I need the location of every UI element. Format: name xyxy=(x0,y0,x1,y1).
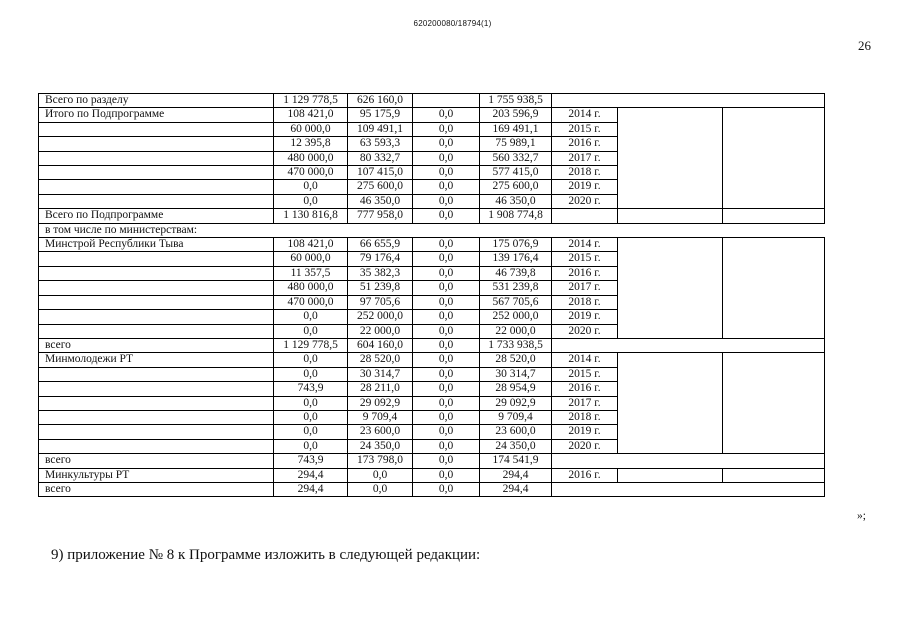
table-row xyxy=(39,454,825,468)
value-cell: 22 000,0 xyxy=(480,324,552,338)
value-cell: 46 350,0 xyxy=(348,194,413,208)
year-cell xyxy=(552,94,618,108)
value-cell: 0,0 xyxy=(413,353,480,367)
value-cell: 0,0 xyxy=(413,252,480,266)
value-cell: 0,0 xyxy=(274,367,348,381)
table-row xyxy=(39,281,825,295)
value-cell: 0,0 xyxy=(413,137,480,151)
value-cell: 11 357,5 xyxy=(274,266,348,280)
empty-cell xyxy=(723,410,825,424)
empty-cell xyxy=(618,324,723,338)
empty-cell xyxy=(618,410,723,424)
year-cell: 2019 г. xyxy=(552,425,618,439)
value-cell: 22 000,0 xyxy=(348,324,413,338)
year-cell xyxy=(552,482,618,496)
empty-cell xyxy=(723,281,825,295)
value-cell: 24 350,0 xyxy=(480,439,552,453)
empty-cell xyxy=(723,353,825,367)
table-row xyxy=(39,367,825,381)
empty-cell xyxy=(618,209,723,223)
empty-cell xyxy=(618,94,723,108)
empty-cell xyxy=(723,396,825,410)
table-row xyxy=(39,410,825,424)
value-cell: 28 954,9 xyxy=(480,382,552,396)
empty-cell xyxy=(618,151,723,165)
empty-cell xyxy=(618,382,723,396)
empty-cell xyxy=(618,310,723,324)
value-cell: 107 415,0 xyxy=(348,166,413,180)
value-cell: 294,4 xyxy=(274,468,348,482)
value-cell: 46 350,0 xyxy=(480,194,552,208)
empty-cell xyxy=(618,468,723,482)
empty-cell xyxy=(618,238,723,252)
value-cell: 30 314,7 xyxy=(348,367,413,381)
value-cell: 531 239,8 xyxy=(480,281,552,295)
value-cell: 35 382,3 xyxy=(348,266,413,280)
value-cell: 0,0 xyxy=(413,454,480,468)
year-cell: 2016 г. xyxy=(552,137,618,151)
value-cell: 51 239,8 xyxy=(348,281,413,295)
value-cell: 0,0 xyxy=(413,410,480,424)
empty-cell xyxy=(723,382,825,396)
table-row xyxy=(39,396,825,410)
empty-cell xyxy=(618,482,723,496)
value-cell: 0,0 xyxy=(413,108,480,122)
value-cell: 173 798,0 xyxy=(348,454,413,468)
year-cell: 2015 г. xyxy=(552,367,618,381)
year-cell: 2017 г. xyxy=(552,151,618,165)
value-cell: 60 000,0 xyxy=(274,122,348,136)
empty-cell xyxy=(618,266,723,280)
row-label: Минмолодежи РТ xyxy=(39,353,274,367)
value-cell: 12 395,8 xyxy=(274,137,348,151)
table-row xyxy=(39,439,825,453)
empty-cell xyxy=(618,338,723,352)
empty-cell xyxy=(618,353,723,367)
value-cell: 0,0 xyxy=(413,367,480,381)
empty-cell xyxy=(723,238,825,252)
year-cell: 2015 г. xyxy=(552,122,618,136)
table-row xyxy=(39,310,825,324)
value-cell: 1 755 938,5 xyxy=(480,94,552,108)
table-row xyxy=(39,324,825,338)
year-cell: 2018 г. xyxy=(552,166,618,180)
empty-cell xyxy=(618,454,723,468)
value-cell: 23 600,0 xyxy=(348,425,413,439)
row-label xyxy=(39,266,274,280)
row-label xyxy=(39,425,274,439)
value-cell: 0,0 xyxy=(413,194,480,208)
row-label: Минстрой Республики Тыва xyxy=(39,238,274,252)
row-label xyxy=(39,367,274,381)
value-cell: 23 600,0 xyxy=(480,425,552,439)
value-cell: 95 175,9 xyxy=(348,108,413,122)
empty-cell xyxy=(618,166,723,180)
value-cell: 0,0 xyxy=(413,295,480,309)
value-cell: 30 314,7 xyxy=(480,367,552,381)
value-cell: 29 092,9 xyxy=(480,396,552,410)
value-cell: 1 129 778,5 xyxy=(274,338,348,352)
value-cell: 294,4 xyxy=(480,468,552,482)
value-cell: 0,0 xyxy=(413,310,480,324)
value-cell: 275 600,0 xyxy=(480,180,552,194)
table-row xyxy=(39,353,825,367)
value-cell: 480 000,0 xyxy=(274,151,348,165)
row-label xyxy=(39,382,274,396)
value-cell: 139 176,4 xyxy=(480,252,552,266)
value-cell xyxy=(413,94,480,108)
empty-cell xyxy=(723,180,825,194)
value-cell: 0,0 xyxy=(413,166,480,180)
empty-cell xyxy=(618,396,723,410)
value-cell: 470 000,0 xyxy=(274,295,348,309)
value-cell: 0,0 xyxy=(274,396,348,410)
document-id: 620200080/18794(1) xyxy=(413,19,492,28)
value-cell: 0,0 xyxy=(413,266,480,280)
value-cell: 470 000,0 xyxy=(274,166,348,180)
value-cell: 0,0 xyxy=(348,482,413,496)
empty-cell xyxy=(723,108,825,122)
row-label: всего xyxy=(39,454,274,468)
value-cell: 80 332,7 xyxy=(348,151,413,165)
row-label xyxy=(39,396,274,410)
row-label: всего xyxy=(39,338,274,352)
table-row xyxy=(39,223,825,237)
table-row xyxy=(39,137,825,151)
row-label xyxy=(39,281,274,295)
empty-cell xyxy=(618,194,723,208)
closing-quote: »; xyxy=(857,510,866,522)
value-cell: 567 705,6 xyxy=(480,295,552,309)
table-row xyxy=(39,122,825,136)
value-cell: 0,0 xyxy=(274,324,348,338)
value-cell: 252 000,0 xyxy=(348,310,413,324)
row-label xyxy=(39,310,274,324)
value-cell: 0,0 xyxy=(274,353,348,367)
page-number: 26 xyxy=(858,38,871,53)
row-label: Всего по Подпрограмме xyxy=(39,209,274,223)
empty-cell xyxy=(618,425,723,439)
value-cell: 626 160,0 xyxy=(348,94,413,108)
year-cell: 2020 г. xyxy=(552,324,618,338)
value-cell: 0,0 xyxy=(413,482,480,496)
value-cell: 24 350,0 xyxy=(348,439,413,453)
year-cell: 2019 г. xyxy=(552,310,618,324)
value-cell: 743,9 xyxy=(274,382,348,396)
value-cell: 28 520,0 xyxy=(348,353,413,367)
row-label: Минкультуры РТ xyxy=(39,468,274,482)
value-cell: 174 541,9 xyxy=(480,454,552,468)
row-label: Всего по разделу xyxy=(39,94,274,108)
value-cell: 252 000,0 xyxy=(480,310,552,324)
year-cell: 2016 г. xyxy=(552,266,618,280)
table-row xyxy=(39,382,825,396)
value-cell: 0,0 xyxy=(274,194,348,208)
value-cell: 0,0 xyxy=(348,468,413,482)
empty-cell xyxy=(723,454,825,468)
table-row xyxy=(39,338,825,352)
row-label: всего xyxy=(39,482,274,496)
empty-cell xyxy=(723,324,825,338)
value-cell: 0,0 xyxy=(413,209,480,223)
value-cell: 1 129 778,5 xyxy=(274,94,348,108)
empty-cell xyxy=(723,94,825,108)
row-label xyxy=(39,252,274,266)
value-cell: 0,0 xyxy=(413,382,480,396)
table-row xyxy=(39,194,825,208)
table-row xyxy=(39,209,825,223)
value-cell: 0,0 xyxy=(413,338,480,352)
table-row xyxy=(39,482,825,496)
row-label: Итого по Подпрограмме xyxy=(39,108,274,122)
value-cell: 29 092,9 xyxy=(348,396,413,410)
value-cell: 743,9 xyxy=(274,454,348,468)
value-cell: 28 520,0 xyxy=(480,353,552,367)
year-cell: 2014 г. xyxy=(552,238,618,252)
value-cell: 294,4 xyxy=(274,482,348,496)
empty-cell xyxy=(723,310,825,324)
value-cell: 75 989,1 xyxy=(480,137,552,151)
year-cell: 2020 г. xyxy=(552,194,618,208)
instruction-text: 9) приложение № 8 к Программе изложить в следующей редакции: xyxy=(51,547,481,563)
value-cell: 0,0 xyxy=(413,151,480,165)
value-cell: 294,4 xyxy=(480,482,552,496)
empty-cell xyxy=(723,439,825,453)
year-cell xyxy=(552,338,618,352)
empty-cell xyxy=(723,468,825,482)
empty-cell xyxy=(618,295,723,309)
empty-cell xyxy=(723,137,825,151)
value-cell: 169 491,1 xyxy=(480,122,552,136)
row-label xyxy=(39,439,274,453)
value-cell: 46 739,8 xyxy=(480,266,552,280)
budget-table xyxy=(38,93,825,497)
empty-cell xyxy=(618,281,723,295)
value-cell: 0,0 xyxy=(413,468,480,482)
year-cell xyxy=(552,209,618,223)
value-cell: 560 332,7 xyxy=(480,151,552,165)
row-label xyxy=(39,166,274,180)
table-row xyxy=(39,108,825,122)
row-label xyxy=(39,180,274,194)
value-cell: 0,0 xyxy=(274,310,348,324)
empty-cell xyxy=(723,482,825,496)
table-row xyxy=(39,94,825,108)
table-row xyxy=(39,295,825,309)
empty-cell xyxy=(723,338,825,352)
empty-cell xyxy=(618,439,723,453)
value-cell: 97 705,6 xyxy=(348,295,413,309)
value-cell: 1 908 774,8 xyxy=(480,209,552,223)
empty-cell xyxy=(723,367,825,381)
value-cell: 9 709,4 xyxy=(348,410,413,424)
empty-cell xyxy=(723,266,825,280)
table-row xyxy=(39,166,825,180)
empty-cell xyxy=(618,108,723,122)
table-row xyxy=(39,252,825,266)
row-label xyxy=(39,151,274,165)
row-label xyxy=(39,324,274,338)
value-cell: 0,0 xyxy=(413,439,480,453)
value-cell: 60 000,0 xyxy=(274,252,348,266)
value-cell: 109 491,1 xyxy=(348,122,413,136)
year-cell: 2019 г. xyxy=(552,180,618,194)
value-cell: 0,0 xyxy=(413,281,480,295)
row-label xyxy=(39,295,274,309)
value-cell: 0,0 xyxy=(413,324,480,338)
value-cell: 0,0 xyxy=(274,410,348,424)
table-row xyxy=(39,180,825,194)
empty-cell xyxy=(723,295,825,309)
year-cell: 2016 г. xyxy=(552,468,618,482)
empty-cell xyxy=(618,180,723,194)
row-label xyxy=(39,137,274,151)
year-cell: 2018 г. xyxy=(552,295,618,309)
value-cell: 0,0 xyxy=(274,439,348,453)
value-cell: 108 421,0 xyxy=(274,238,348,252)
value-cell: 108 421,0 xyxy=(274,108,348,122)
value-cell: 0,0 xyxy=(274,180,348,194)
value-cell: 1 733 938,5 xyxy=(480,338,552,352)
value-cell: 0,0 xyxy=(413,425,480,439)
empty-cell xyxy=(618,137,723,151)
value-cell: 577 415,0 xyxy=(480,166,552,180)
table-row xyxy=(39,425,825,439)
year-cell: 2015 г. xyxy=(552,252,618,266)
value-cell: 480 000,0 xyxy=(274,281,348,295)
year-cell: 2017 г. xyxy=(552,396,618,410)
table-row xyxy=(39,468,825,482)
row-label xyxy=(39,122,274,136)
year-cell: 2017 г. xyxy=(552,281,618,295)
empty-cell xyxy=(618,122,723,136)
value-cell: 0,0 xyxy=(274,425,348,439)
empty-cell xyxy=(723,151,825,165)
value-cell: 0,0 xyxy=(413,238,480,252)
year-cell xyxy=(552,454,618,468)
value-cell: 203 596,9 xyxy=(480,108,552,122)
row-label xyxy=(39,194,274,208)
year-cell: 2016 г. xyxy=(552,382,618,396)
value-cell: 28 211,0 xyxy=(348,382,413,396)
value-cell: 9 709,4 xyxy=(480,410,552,424)
value-cell: 0,0 xyxy=(413,122,480,136)
row-label xyxy=(39,410,274,424)
year-cell: 2018 г. xyxy=(552,410,618,424)
section-label: в том числе по министерствам: xyxy=(39,223,825,237)
table-row xyxy=(39,266,825,280)
empty-cell xyxy=(723,425,825,439)
table-row xyxy=(39,151,825,165)
year-cell: 2014 г. xyxy=(552,353,618,367)
value-cell: 777 958,0 xyxy=(348,209,413,223)
value-cell: 66 655,9 xyxy=(348,238,413,252)
value-cell: 0,0 xyxy=(413,180,480,194)
value-cell: 0,0 xyxy=(413,396,480,410)
value-cell: 275 600,0 xyxy=(348,180,413,194)
empty-cell xyxy=(723,194,825,208)
empty-cell xyxy=(723,209,825,223)
table-row xyxy=(39,238,825,252)
value-cell: 63 593,3 xyxy=(348,137,413,151)
year-cell: 2020 г. xyxy=(552,439,618,453)
empty-cell xyxy=(723,166,825,180)
empty-cell xyxy=(723,122,825,136)
empty-cell xyxy=(723,252,825,266)
year-cell: 2014 г. xyxy=(552,108,618,122)
value-cell: 79 176,4 xyxy=(348,252,413,266)
empty-cell xyxy=(618,367,723,381)
value-cell: 1 130 816,8 xyxy=(274,209,348,223)
empty-cell xyxy=(618,252,723,266)
value-cell: 604 160,0 xyxy=(348,338,413,352)
value-cell: 175 076,9 xyxy=(480,238,552,252)
